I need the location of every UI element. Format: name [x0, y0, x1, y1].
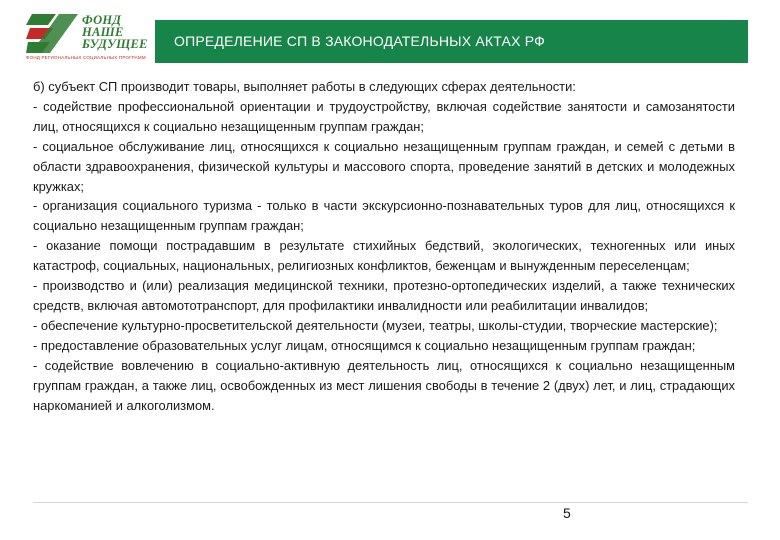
logo-subtitle: ФОНД РЕГИОНАЛЬНЫХ СОЦИАЛЬНЫХ ПРОГРАММ — [26, 55, 146, 60]
footer-divider — [33, 502, 748, 503]
list-item: - обеспечение культурно-просветительской деятельности (музеи, театры, школы-студии, творческие мастерские); — [33, 317, 718, 333]
logo-emblem-icon — [26, 14, 82, 54]
logo-line-3: БУДУЩЕЕ — [82, 37, 148, 51]
fund-logo — [26, 14, 158, 64]
logo-line-1: ФОНД — [82, 13, 122, 27]
document-body — [33, 77, 735, 415]
list-item: - содействие вовлечению в социально-активную деятельность лиц, относящихся к социально незащищенным группам граждан, а также лиц, освобожденных из мест лишения свободы в течение 2 (двух) лет, и лиц, страдающих наркоманией и алкоголизмом. — [33, 357, 735, 413]
header-bar — [155, 20, 748, 63]
page-title: ОПРЕДЕЛЕНИЕ СП В ЗАКОНОДАТЕЛЬНЫХ АКТАХ РФ — [174, 33, 545, 49]
logo-line-2: НАШЕ — [82, 25, 124, 39]
list-item: - социальное обслуживание лиц, относящихся к социально незащищенным группам граждан, и семей с детьми в области здравоохранения, физической культуры и массового спорта, проведение занятий в детских и молодежных кружках; — [33, 138, 735, 194]
list-item: - содействие профессиональной ориентации и трудоустройству, включая содействие занятости и самозанятости лиц, относящихся к социально незащищенным группам граждан; — [33, 98, 735, 134]
list-item: - предоставление образовательных услуг лицам, относящимся к социально незащищенным группам граждан; — [33, 337, 696, 353]
logo-stripe-top — [26, 14, 56, 25]
page-number: 5 — [563, 505, 571, 521]
intro-paragraph: б) субъект СП производит товары, выполняет работы в следующих сферах деятельности: — [33, 79, 576, 94]
list-item: - организация социального туризма - только в части экскурсионно-познавательных туров для лиц, относящихся к социально незащищенным группам граждан; — [33, 198, 735, 234]
list-item: - производство и (или) реализация медицинской техники, протезно-ортопедических изделий, а также технических средств, включая автомототранспорт, для профилактики инвалидности или реабилитации инвалидов; — [33, 278, 735, 313]
list-item: - оказание помощи пострадавшим в результате стихийных бедствий, экологических, техногенных или иных катастроф, социальных, национальных, религиозных конфликтов, беженцам и вынужденным переселенцам; — [33, 238, 735, 274]
